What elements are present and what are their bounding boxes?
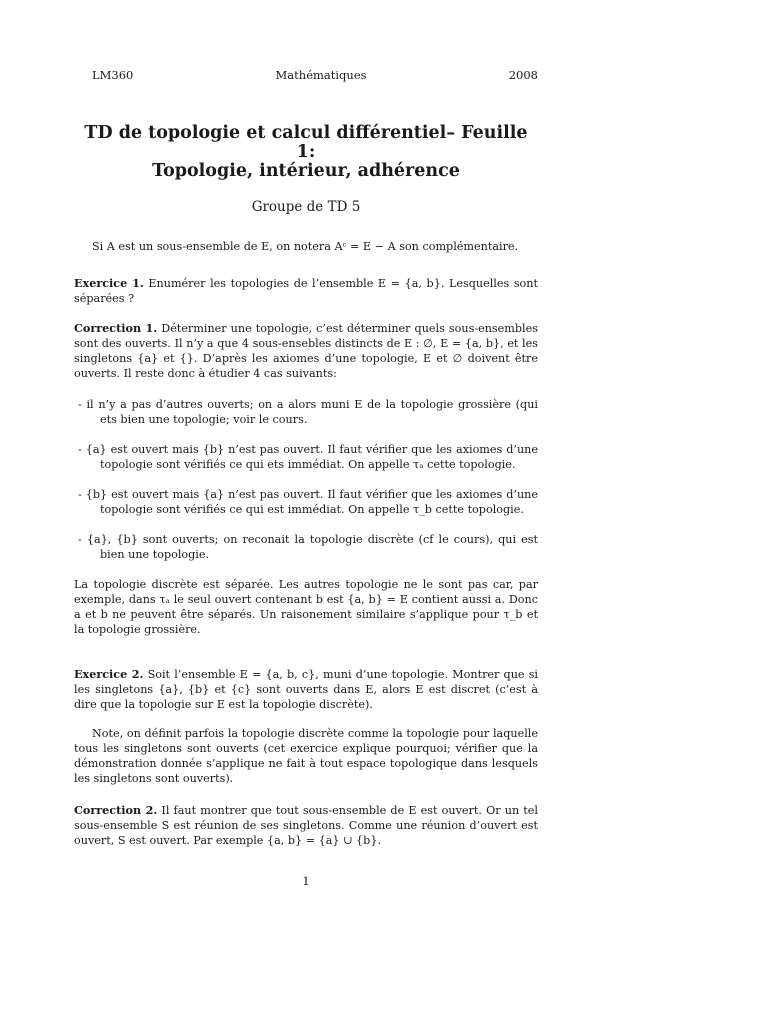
running-header: [92, 68, 538, 82]
title-line-1: TD de topologie et calcul différentiel– Feuille 1:: [84, 123, 528, 162]
header-year: 2008: [508, 68, 538, 82]
group-subtitle: Groupe de TD 5: [251, 199, 361, 215]
correction-1-label: Correction 1.: [74, 321, 158, 335]
correction-1-case: - il n’y a pas d’autres ouverts; on a alors muni E de la topologie grossière (qui ets bien une topologie; voir le cours.: [78, 398, 538, 426]
correction-1: [74, 321, 538, 381]
exercise-1-label: Exercice 1.: [74, 276, 144, 290]
document-title: [74, 124, 538, 181]
correction-1-case: - {a} est ouvert mais {b} n’est pas ouvert. Il faut vérifier que les axiomes d’une topologie sont vérifiés ce qui ets immédiat. On appelle τₐ cette topologie.: [78, 443, 538, 471]
exercise-2-text: Soit l’ensemble E = {a, b, c}, muni d’une topologie. Montrer que si les singletons {a}, {b} et {c} sont ouverts dans E, alors E est discret (c’est à dire que la topologie sur E est la topologie discrète).: [74, 668, 539, 711]
title-line-2: Topologie, intérieur, adhérence: [152, 161, 460, 181]
correction-2-text: Il faut montrer que tout sous-ensemble de E est ouvert. Or un tel sous-ensemble S est réunion de ses singletons. Comme une réunion d’ouvert est ouvert, S est ouvert. Par exemple {a, b} = {a} ∪ {b}.: [74, 804, 539, 847]
correction-2-label: Correction 2.: [74, 803, 158, 817]
exercise-2-note: Note, on définit parfois la topologie discrète comme la topologie pour laquelle tous les singletons sont ouverts (cet exercice explique pourquoi; vérifier que la démonstration donnée s’applique ne fait à tout espace topologique dans lesquels les singletons sont ouverts).: [74, 727, 538, 785]
correction-1-case: - {a}, {b} sont ouverts; on reconait la topologie discrète (cf le cours), qui est bien une topologie.: [78, 533, 538, 561]
header-course-code: LM360: [92, 68, 134, 82]
exercise-1: [74, 276, 538, 306]
correction-1-conclusion: La topologie discrète est séparée. Les autres topologie ne le sont pas car, par exemple, dans τₐ le seul ouvert contenant b est {a, b} = E contient aussi a. Donc a et b ne peuvent être séparés. Un raisonement similaire s’applique pour τ_b et la topologie grossière.: [74, 578, 538, 636]
correction-1-case: - {b} est ouvert mais {a} n’est pas ouvert. Il faut vérifier que les axiomes d’une topologie sont vérifiés ce qui est immédiat. On appelle τ_b cette topologie.: [78, 488, 538, 516]
correction-2: [74, 803, 538, 848]
intro-paragraph: Si A est un sous-ensemble de E, on notera Aᶜ = E − A son complémentaire.: [92, 240, 519, 253]
page-number: 1: [302, 874, 310, 888]
correction-1-text: Déterminer une topologie, c’est déterminer quels sous-ensembles sont des ouverts. Il n’y a que 4 sous-ensebles distincts de E : ∅, E = {a, b}, et les singletons {a} et {}. D’après les axiomes d’une topologie, E et ∅ doivent être ouverts. Il reste donc à étudier 4 cas suivants:: [74, 322, 538, 380]
header-subject: Mathématiques: [275, 68, 367, 82]
exercise-2: [74, 667, 538, 712]
exercise-1-text: Enumérer les topologies de l’ensemble E = {a, b}. Lesquelles sont séparées ?: [74, 277, 538, 305]
exercise-2-label: Exercice 2.: [74, 667, 144, 681]
document-body: [74, 239, 538, 848]
document-page: [74, 0, 538, 1024]
